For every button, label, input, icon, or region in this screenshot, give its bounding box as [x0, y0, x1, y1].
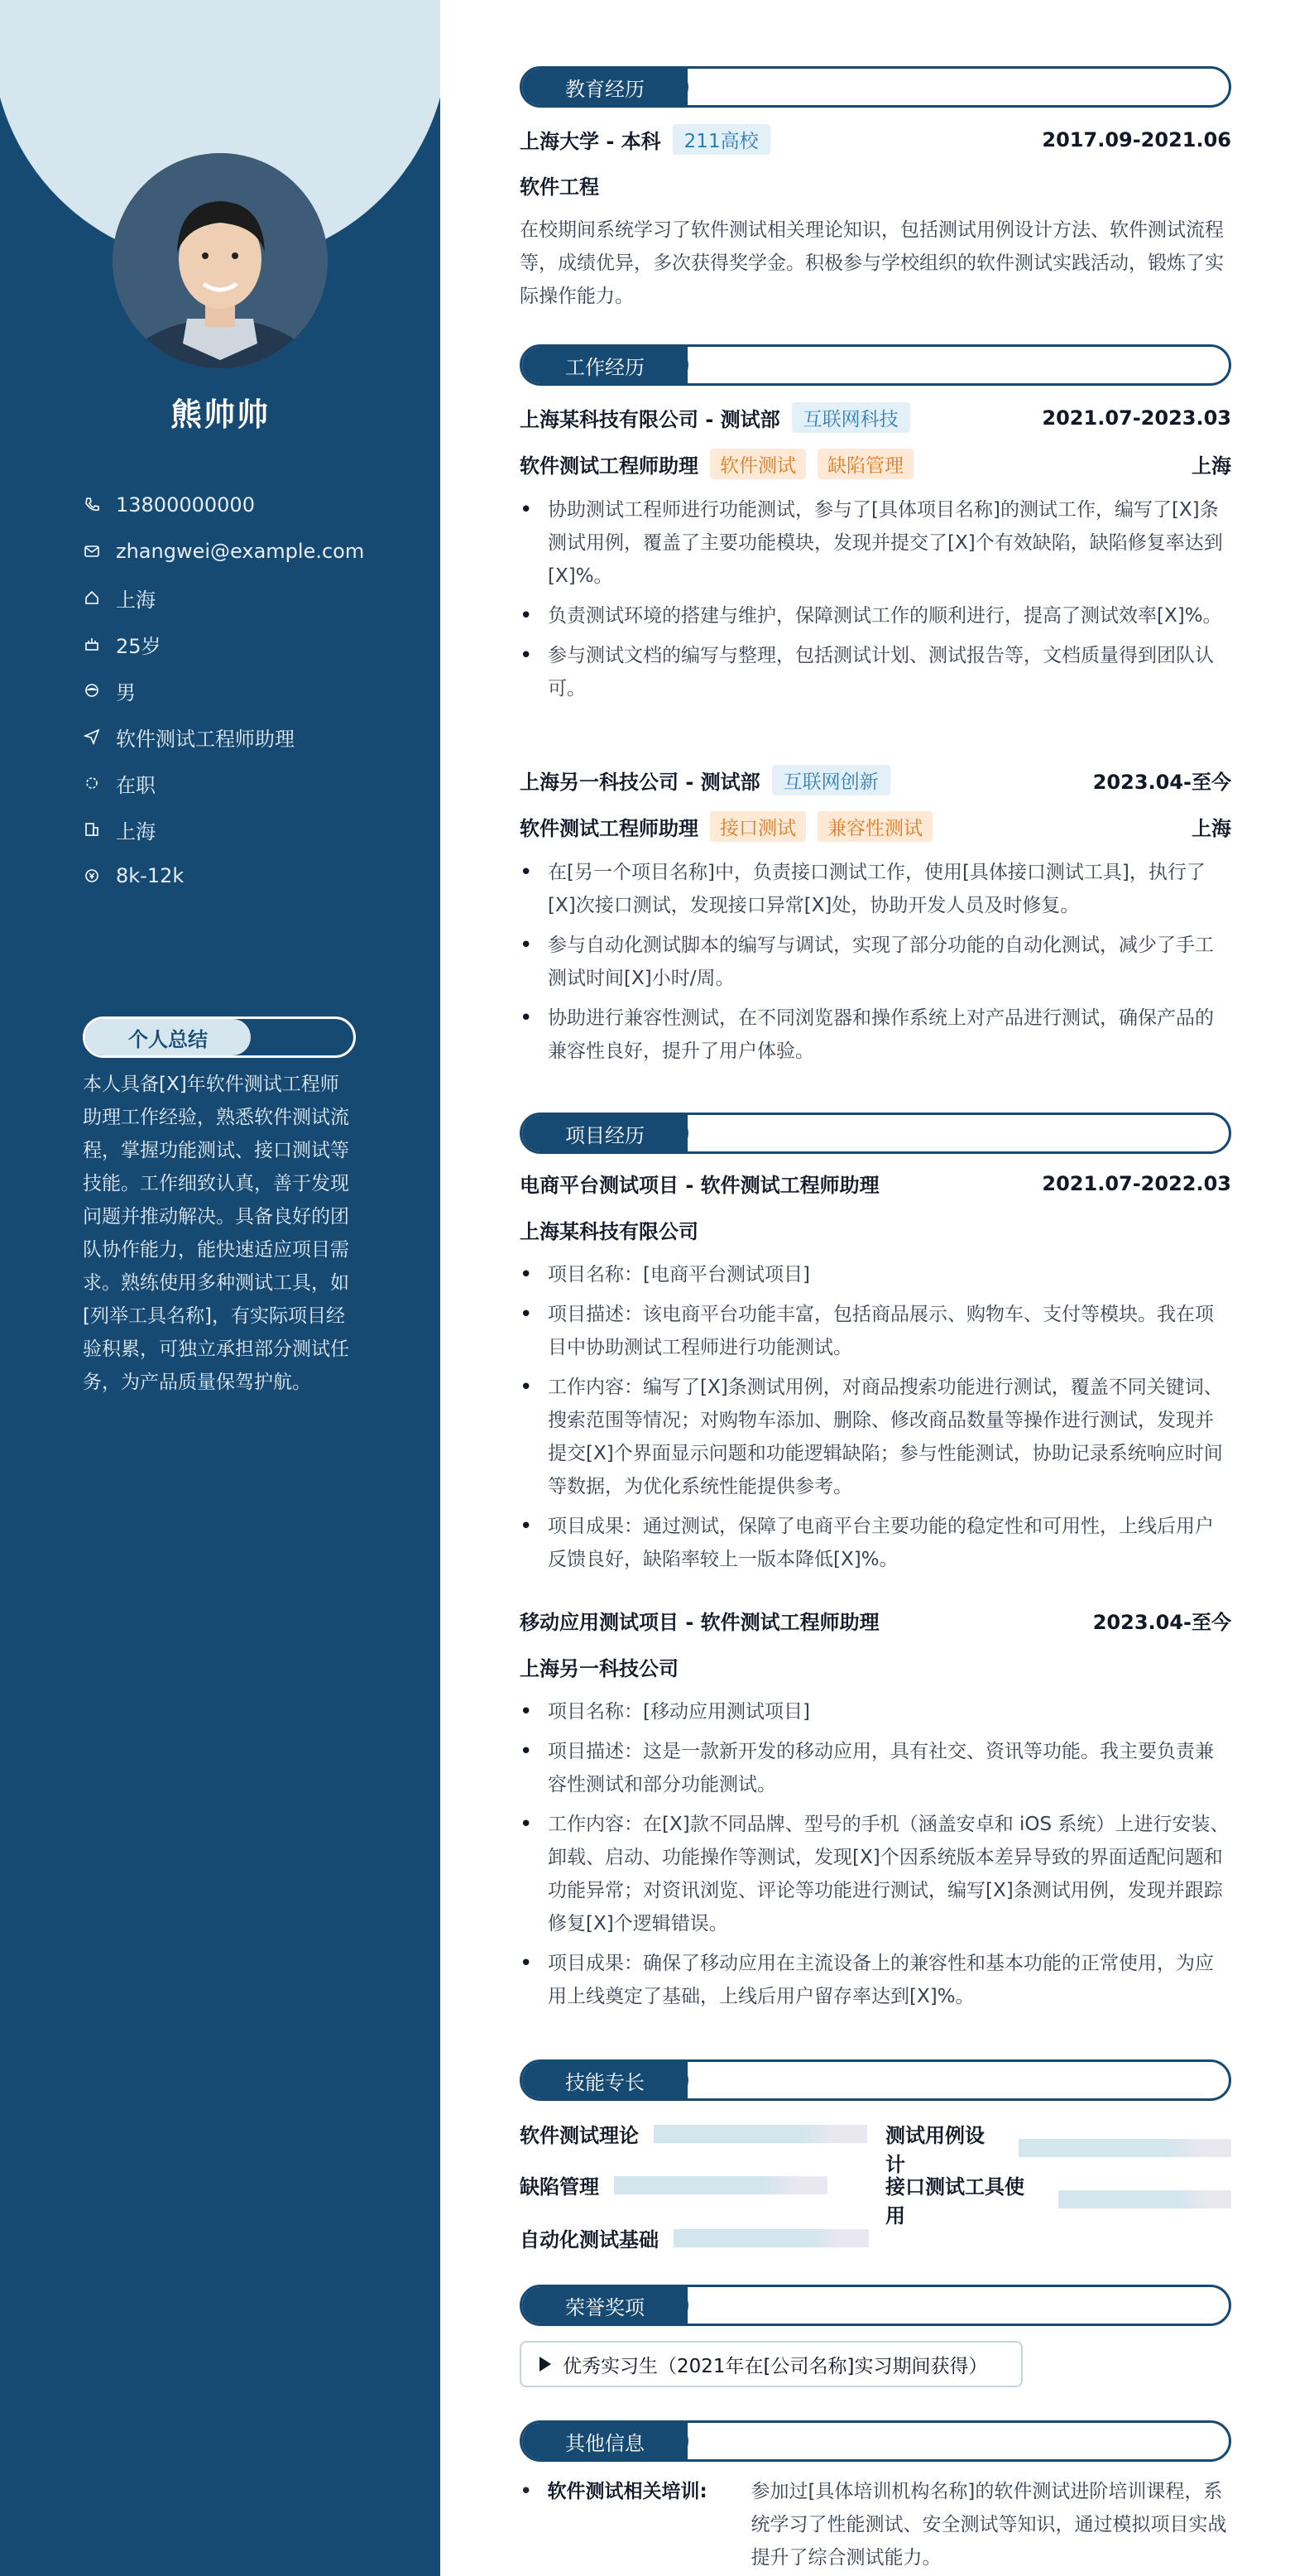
skill-item	[520, 2170, 827, 2199]
other-key: 软件测试相关培训:	[547, 2481, 707, 2502]
list-item: • 参与测试文档的编写与整理，包括测试计划、测试报告等，文档质量得到团队认可。	[520, 639, 1231, 705]
project-company: 上海某科技有限公司	[520, 1220, 698, 1243]
info-row	[83, 760, 414, 806]
status-text: 在职	[116, 773, 156, 797]
target-city-text: 上海	[116, 819, 156, 843]
education-row	[520, 124, 1231, 155]
list-item: • 项目名称：[电商平台测试项目]	[520, 1258, 1231, 1291]
job-role: 软件测试工程师助理	[520, 454, 698, 478]
home-icon	[83, 589, 101, 607]
skill-bar	[1058, 2190, 1231, 2208]
project-header	[520, 1169, 1231, 1198]
job-skill-tag: 缺陷管理	[818, 449, 914, 479]
project-bullets	[520, 1258, 1231, 1583]
job-bullets	[520, 493, 1231, 712]
school-tag: 211高校	[673, 124, 770, 155]
education-description: 在校期间系统学习了软件测试相关理论知识，包括测试用例设计方法、软件测试流程等，成绩优异，多次获得奖学金。积极参与学校组织的软件测试实践活动，锻炼了实际操作能力。	[520, 219, 1224, 307]
info-row	[83, 853, 414, 899]
skill-item	[520, 2119, 867, 2148]
other-heading	[520, 2420, 1231, 2462]
info-row	[83, 621, 414, 667]
skill-name: 测试用例设计	[885, 2124, 985, 2176]
honor-text: 优秀实习生（2021年在[公司名称]实习期间获得）	[563, 2355, 988, 2377]
list-item: • 负责测试环境的搭建与维护，保障测试工作的顺利进行，提高了测试效率[X]%。	[520, 599, 1231, 632]
list-item: • 参与自动化测试脚本的编写与调试，实现了部分功能的自动化测试，减少了手工测试时间[X]小时/周。	[520, 929, 1231, 995]
location-text: 上海	[116, 588, 156, 612]
list-item: • 项目成果：通过测试，保障了电商平台主要功能的稳定性和可用性，上线后用户反馈良好，缺陷率较上一版本降低[X]%。	[520, 1510, 1231, 1576]
project-company: 上海另一科技公司	[520, 1657, 679, 1680]
job-skill-tag: 接口测试	[710, 811, 806, 842]
work-heading	[520, 344, 1231, 386]
job-role: 软件测试工程师助理	[520, 817, 698, 840]
project-name: 电商平台测试项目 - 软件测试工程师助理	[520, 1174, 880, 1197]
education-heading	[520, 66, 1231, 108]
list-item: • 工作内容：在[X]款不同品牌、型号的手机（涵盖安卓和 iOS 系统）上进行安装、卸载、启动、功能操作等测试，发现[X]个因系统版本差异导致的界面适配问题和功能异常；对资讯浏览、评论等功能进行测试，编写[X]条测试用例，发现并跟踪修复[X]个逻辑错误。	[520, 1808, 1231, 1940]
job-period: 2021.07-2023.03	[1042, 406, 1231, 430]
skill-name: 接口测试工具使用	[885, 2175, 1024, 2228]
salary-text: 8k-12k	[116, 864, 185, 887]
job-target-text: 软件测试工程师助理	[116, 727, 295, 751]
info-row	[83, 482, 414, 528]
skill-bar	[614, 2176, 827, 2194]
gender-icon	[83, 681, 101, 699]
skill-item	[885, 2119, 1231, 2177]
other-value: 参加过[具体培训机构名称]的软件测试进阶培训课程，系统学习了性能测试、安全测试等知识，通过模拟项目实战提升了综合测试能力。	[751, 2481, 1227, 2569]
skill-bar	[654, 2125, 867, 2143]
phone-text: 13800000000	[116, 493, 255, 517]
phone-icon	[83, 496, 101, 514]
education-period: 2017.09-2021.06	[1042, 127, 1231, 151]
job-period: 2023.04-至今	[1092, 771, 1231, 794]
age-icon	[83, 635, 101, 653]
status-icon	[83, 774, 101, 792]
list-item: • 协助测试工程师进行功能测试，参与了[具体项目名称]的测试工作，编写了[X]条测试用例，覆盖了主要功能模块，发现并提交了[X]个有效缺陷，缺陷修复率达到[X]%。	[520, 493, 1231, 593]
skill-item	[520, 2223, 869, 2252]
skills-heading	[520, 2059, 1231, 2101]
gender-text: 男	[116, 680, 136, 704]
skill-bar	[674, 2229, 869, 2247]
projects-heading	[520, 1113, 1231, 1154]
list-item: • 在[另一个项目名称]中，负责接口测试工作，使用[具体接口测试工具]，执行了[X]次接口测试，发现接口异常[X]处，协助开发人员及时修复。	[520, 856, 1231, 922]
other-title: 其他信息	[522, 2423, 688, 2459]
info-row	[83, 806, 414, 853]
job-city: 上海	[1192, 817, 1231, 840]
summary-heading	[83, 1016, 356, 1058]
job-header	[520, 765, 1231, 795]
email-text: zhangwei@example.com	[116, 540, 365, 563]
list-item: • 协助进行兼容性测试，在不同浏览器和操作系统上对产品进行测试，确保产品的兼容性良好，提升了用户体验。	[520, 1002, 1231, 1068]
job-company: 上海某科技有限公司 - 测试部	[520, 408, 780, 431]
skill-bar	[1019, 2139, 1231, 2157]
skill-name: 缺陷管理	[520, 2175, 599, 2199]
info-row	[83, 714, 414, 760]
honor-item[interactable]	[520, 2341, 1023, 2387]
avatar	[113, 153, 328, 368]
education-title: 教育经历	[522, 69, 688, 105]
job-city: 上海	[1192, 454, 1231, 478]
project-name: 移动应用测试项目 - 软件测试工程师助理	[520, 1611, 880, 1634]
info-row	[83, 667, 414, 714]
job-industry-tag: 互联网科技	[792, 402, 910, 433]
list-item: • 项目成果：确保了移动应用在主流设备上的兼容性和基本功能的正常使用，为应用上线奠定了基础，上线后用户留存率达到[X]%。	[520, 1947, 1231, 2013]
send-icon	[83, 728, 101, 746]
project-bullets	[520, 1695, 1231, 2020]
job-skill-tag: 兼容性测试	[818, 811, 933, 842]
project-period: 2023.04-至今	[1092, 1611, 1231, 1634]
job-bullets	[520, 856, 1231, 1074]
major: 软件工程	[520, 175, 599, 199]
job-role-row	[520, 449, 1231, 479]
skill-name: 自动化测试基础	[520, 2228, 659, 2252]
project-company-row	[520, 1215, 1231, 1244]
salary-icon	[83, 867, 101, 885]
job-role-row	[520, 811, 1231, 842]
school-name: 上海大学 - 本科	[520, 130, 661, 153]
job-skill-tag: 软件测试	[710, 449, 806, 479]
other-item	[520, 2475, 1231, 2574]
project-header	[520, 1606, 1231, 1635]
skill-item	[885, 2170, 1231, 2228]
triangle-right-icon	[540, 2357, 551, 2372]
honors-title: 荣誉奖项	[522, 2287, 688, 2324]
mail-icon	[83, 542, 101, 560]
age-text: 25岁	[116, 634, 161, 658]
contact-info-list	[83, 482, 414, 899]
skill-name: 软件测试理论	[520, 2124, 639, 2147]
summary-title: 个人总结	[85, 1019, 251, 1055]
job-industry-tag: 互联网创新	[772, 765, 890, 795]
honors-heading	[520, 2285, 1231, 2326]
skills-title: 技能专长	[522, 2062, 688, 2098]
list-item: • 项目描述：这是一款新开发的移动应用，具有社交、资讯等功能。我主要负责兼容性测试和部分功能测试。	[520, 1735, 1231, 1801]
profile-name: 熊帅帅	[170, 396, 270, 433]
list-item: • 工作内容：编写了[X]条测试用例，对商品搜索功能进行测试，覆盖不同关键词、搜索范围等情况；对购物车添加、删除、修改商品数量等操作进行测试，发现并提交[X]个界面显示问题和功能逻辑缺陷；参与性能测试，协助记录系统响应时间等数据，为优化系统性能提供参考。	[520, 1371, 1231, 1503]
info-row	[83, 574, 414, 621]
summary-text: 本人具备[X]年软件测试工程师助理工作经验，熟悉软件测试流程，掌握功能测试、接口测试等技能。工作细致认真，善于发现问题并推动解决。具备良好的团队协作能力，能快速适应项目需求。熟练使用多种测试工具，如[列举工具名称]，有实际项目经验积累，可独立承担部分测试任务，为产品质量保驾护航。	[83, 1074, 349, 1393]
project-period: 2021.07-2022.03	[1042, 1171, 1231, 1195]
list-item: • 项目名称：[移动应用测试项目]	[520, 1695, 1231, 1728]
project-company-row	[520, 1652, 1231, 1681]
major-row	[520, 171, 1231, 199]
info-row	[83, 528, 414, 574]
bullet-icon: •	[520, 2479, 533, 2504]
building-icon	[83, 820, 101, 839]
work-title: 工作经历	[522, 347, 688, 383]
job-company: 上海另一科技公司 - 测试部	[520, 771, 760, 794]
sidebar	[0, 0, 440, 2576]
projects-title: 项目经历	[522, 1115, 688, 1151]
job-header	[520, 402, 1231, 433]
list-item: • 项目描述：该电商平台功能丰富，包括商品展示、购物车、支付等模块。我在项目中协助测试工程师进行功能测试。	[520, 1298, 1231, 1364]
